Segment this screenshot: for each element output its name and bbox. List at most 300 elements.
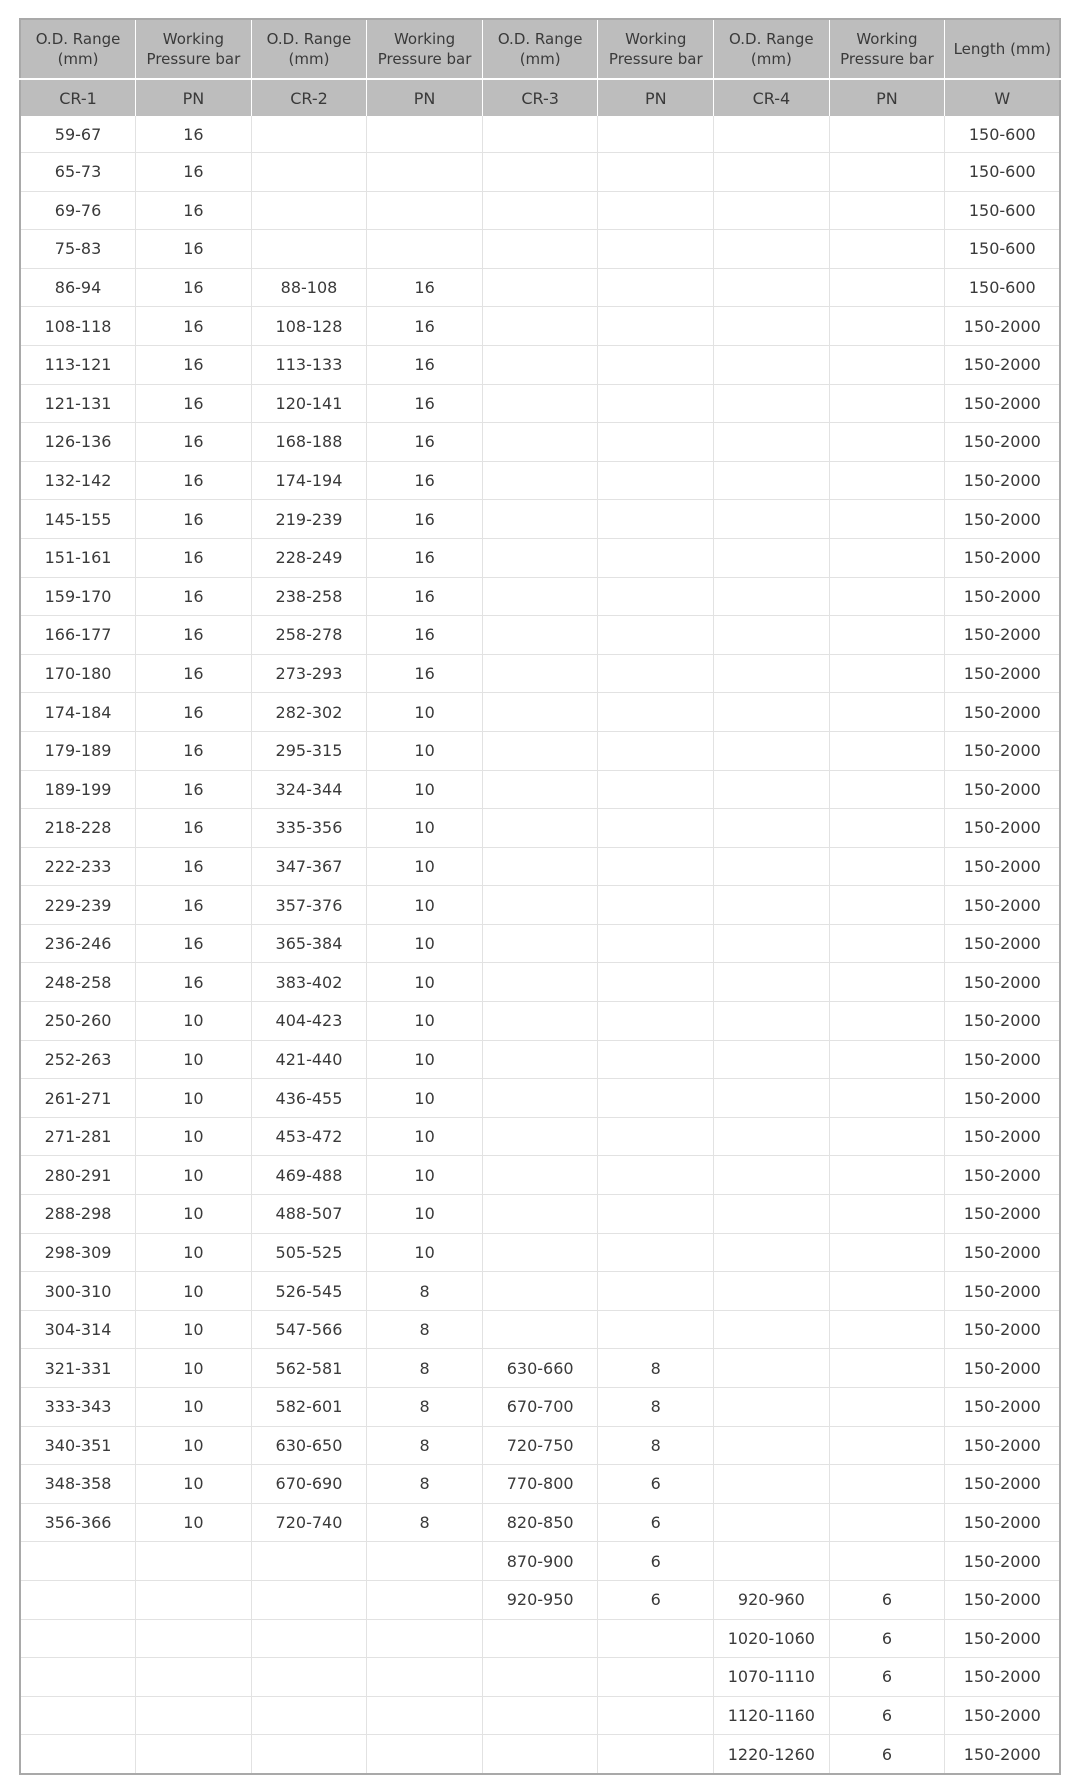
table-cell [829,616,945,655]
table-cell: 150-600 [945,191,1061,230]
table-cell [251,153,367,192]
table-cell [714,1310,830,1349]
table-cell [829,230,945,269]
table-cell [251,1580,367,1619]
table-cell: 453-472 [251,1117,367,1156]
table-row [20,538,1060,577]
table-cell: 8 [598,1388,714,1427]
table-cell: 488-507 [251,1195,367,1234]
table-cell: 383-402 [251,963,367,1002]
table-cell: 10 [136,1503,252,1542]
table-cell [482,1696,598,1735]
table-cell: 10 [367,1079,483,1118]
table-cell [598,1735,714,1774]
table-cell [482,1658,598,1697]
table-cell [714,654,830,693]
table-cell [598,1233,714,1272]
table-cell: 150-2000 [945,886,1061,925]
table-row [20,230,1060,269]
table-cell: 526-545 [251,1272,367,1311]
table-cell [482,116,598,153]
table-cell: 16 [367,461,483,500]
table-cell: 6 [598,1580,714,1619]
table-cell: 174-194 [251,461,367,500]
table-cell [136,1619,252,1658]
table-cell [598,230,714,269]
table-cell [482,886,598,925]
table-cell: 10 [367,1040,483,1079]
table-row [20,1735,1060,1774]
table-cell [367,116,483,153]
table-cell: 10 [136,1233,252,1272]
table-cell [598,1040,714,1079]
table-cell: 295-315 [251,731,367,770]
table-cell [20,1658,136,1697]
table-cell: 404-423 [251,1002,367,1041]
column-header [714,19,830,79]
table-cell: 347-367 [251,847,367,886]
table-cell [829,1079,945,1118]
table-cell: 16 [136,153,252,192]
table-cell: 10 [136,1040,252,1079]
table-cell [136,1542,252,1581]
header-row [20,19,1060,79]
table-row [20,963,1060,1002]
table-cell [829,963,945,1002]
table-cell: 219-239 [251,500,367,539]
table-cell: 10 [136,1426,252,1465]
column-header-line: Working [393,30,456,48]
table-cell: 10 [367,1156,483,1195]
table-cell: 300-310 [20,1272,136,1311]
table-cell: 150-600 [945,268,1061,307]
table-cell: 16 [136,809,252,848]
table-cell [598,963,714,1002]
table-cell [482,153,598,192]
table-cell [482,384,598,423]
table-head [20,19,1060,116]
table-cell: 150-2000 [945,1040,1061,1079]
table-cell: 1220-1260 [714,1735,830,1774]
table-cell: 10 [136,1002,252,1041]
table-cell: 16 [136,770,252,809]
table-cell: 113-133 [251,345,367,384]
table-cell: 10 [136,1195,252,1234]
table-cell: 6 [829,1580,945,1619]
table-row [20,1426,1060,1465]
table-cell: 150-2000 [945,1426,1061,1465]
table-cell: 10 [136,1079,252,1118]
table-cell [251,230,367,269]
table-cell: 150-2000 [945,809,1061,848]
table-cell: 150-2000 [945,731,1061,770]
table-cell: 348-358 [20,1465,136,1504]
table-cell [714,616,830,655]
table-cell: 10 [367,731,483,770]
table-row [20,693,1060,732]
table-cell: 10 [367,693,483,732]
table-cell [829,577,945,616]
column-header-line: Working [162,30,224,48]
table-cell: 340-351 [20,1426,136,1465]
table-cell [598,1658,714,1697]
table-cell: 86-94 [20,268,136,307]
table-cell [829,345,945,384]
column-subheader: CR-1 [20,79,136,116]
table-row [20,423,1060,462]
table-cell: 10 [367,963,483,1002]
table-cell: 16 [367,538,483,577]
table-cell: 150-2000 [945,384,1061,423]
column-header [251,19,367,79]
column-header-line: (mm) [519,50,561,68]
table-cell: 16 [136,230,252,269]
table-cell [598,693,714,732]
table-cell: 179-189 [20,731,136,770]
table-cell: 121-131 [20,384,136,423]
table-cell: 630-660 [482,1349,598,1388]
table-row [20,847,1060,886]
column-header-line: Working [625,30,687,48]
table-cell [829,654,945,693]
table-cell [714,1349,830,1388]
table-cell: 920-950 [482,1580,598,1619]
table-cell: 150-2000 [945,1349,1061,1388]
table-cell [714,1542,830,1581]
table-cell: 75-83 [20,230,136,269]
column-header-line: Pressure bar [146,50,241,68]
table-cell: 10 [136,1272,252,1311]
table-cell: 8 [367,1388,483,1427]
table-row [20,1388,1060,1427]
table-cell [136,1580,252,1619]
table-cell: 16 [367,616,483,655]
table-cell: 150-600 [945,230,1061,269]
table-cell [714,1079,830,1118]
table-cell: 1070-1110 [714,1658,830,1697]
table-cell [829,731,945,770]
column-subheader: CR-2 [251,79,367,116]
table-cell [482,1195,598,1234]
table-cell [598,616,714,655]
table-cell [829,384,945,423]
table-cell [829,191,945,230]
table-cell: 1120-1160 [714,1696,830,1735]
table-row [20,191,1060,230]
table-row [20,1542,1060,1581]
table-cell: 273-293 [251,654,367,693]
table-cell [714,1465,830,1504]
table-cell [482,1079,598,1118]
table-cell: 113-121 [20,345,136,384]
table-cell: 16 [367,654,483,693]
table-cell: 248-258 [20,963,136,1002]
table-cell [714,1156,830,1195]
table-cell: 16 [367,268,483,307]
table-cell [482,577,598,616]
table-cell [482,1735,598,1774]
table-cell: 298-309 [20,1233,136,1272]
table-cell: 6 [829,1735,945,1774]
table-cell [829,886,945,925]
table-cell: 8 [367,1503,483,1542]
table-cell: 582-601 [251,1388,367,1427]
table-cell [482,1272,598,1311]
table-cell: 8 [367,1349,483,1388]
table-row [20,307,1060,346]
table-cell [482,770,598,809]
table-cell: 16 [136,886,252,925]
table-cell: 250-260 [20,1002,136,1041]
table-cell [367,1542,483,1581]
table-cell [482,538,598,577]
table-cell [136,1735,252,1774]
table-cell [714,1002,830,1041]
table-row [20,116,1060,153]
table-cell: 16 [367,384,483,423]
column-header [136,19,252,79]
table-cell: 150-2000 [945,1233,1061,1272]
table-cell: 174-184 [20,693,136,732]
table-cell: 16 [136,345,252,384]
table-cell: 10 [367,886,483,925]
table-cell: 252-263 [20,1040,136,1079]
table-cell [598,1310,714,1349]
table-cell [598,924,714,963]
table-cell: 6 [829,1696,945,1735]
table-cell [714,230,830,269]
table-cell [598,268,714,307]
table-cell: 150-2000 [945,1465,1061,1504]
table-cell [829,268,945,307]
table-cell [367,230,483,269]
table-cell [598,1272,714,1311]
table-cell [829,1503,945,1542]
column-subheader: PN [598,79,714,116]
table-row [20,1580,1060,1619]
table-cell [598,1002,714,1041]
table-cell [714,770,830,809]
table-cell: 10 [367,847,483,886]
table-cell: 333-343 [20,1388,136,1427]
table-cell: 10 [367,924,483,963]
table-cell: 166-177 [20,616,136,655]
table-cell [482,809,598,848]
table-cell [482,1002,598,1041]
table-cell [714,153,830,192]
column-subheader: CR-3 [482,79,598,116]
table-cell: 670-700 [482,1388,598,1427]
table-cell [482,423,598,462]
table-cell: 720-750 [482,1426,598,1465]
table-cell [482,693,598,732]
table-cell: 16 [136,577,252,616]
table-cell: 16 [136,847,252,886]
table-cell: 16 [367,423,483,462]
table-cell: 8 [367,1426,483,1465]
table-cell: 6 [598,1542,714,1581]
table-cell [482,924,598,963]
table-cell [598,886,714,925]
table-cell [251,1619,367,1658]
table-cell [714,809,830,848]
table-cell [367,1696,483,1735]
table-cell: 421-440 [251,1040,367,1079]
table-cell [367,191,483,230]
table-cell: 150-2000 [945,345,1061,384]
column-header [829,19,945,79]
table-cell: 108-128 [251,307,367,346]
table-cell: 108-118 [20,307,136,346]
table-cell [251,1542,367,1581]
table-row [20,616,1060,655]
table-cell: 218-228 [20,809,136,848]
table-cell: 10 [367,1233,483,1272]
table-cell: 150-2000 [945,1542,1061,1581]
table-cell [829,1388,945,1427]
table-cell [482,230,598,269]
table-cell [714,423,830,462]
table-cell [714,1426,830,1465]
table-cell: 6 [829,1658,945,1697]
table-cell [714,1272,830,1311]
table-cell [598,1696,714,1735]
table-cell [714,731,830,770]
table-cell: 150-2000 [945,1658,1061,1697]
table-cell [829,307,945,346]
table-row [20,654,1060,693]
table-cell [598,1619,714,1658]
table-cell: 59-67 [20,116,136,153]
table-cell: 150-2000 [945,847,1061,886]
table-cell: 280-291 [20,1156,136,1195]
column-header-line: (mm) [750,50,792,68]
table-cell: 88-108 [251,268,367,307]
table-cell [482,1156,598,1195]
table-cell: 150-600 [945,153,1061,192]
table-cell: 820-850 [482,1503,598,1542]
table-cell [829,1117,945,1156]
table-cell [714,268,830,307]
table-cell: 630-650 [251,1426,367,1465]
table-row [20,1040,1060,1079]
table-row [20,1658,1060,1697]
table-cell: 16 [136,191,252,230]
table-cell [598,770,714,809]
table-cell: 126-136 [20,423,136,462]
table-cell: 10 [136,1156,252,1195]
table-cell: 150-2000 [945,1002,1061,1041]
table-row [20,1233,1060,1272]
table-cell: 238-258 [251,577,367,616]
table-cell: 16 [136,654,252,693]
table-cell: 10 [136,1349,252,1388]
column-subheader: W [945,79,1061,116]
table-cell [598,1195,714,1234]
table-cell [482,1117,598,1156]
column-header-line: O.D. Range [497,30,583,48]
spec-table [19,18,1061,1775]
table-cell [598,153,714,192]
table-cell [714,345,830,384]
subheader-row [20,79,1060,116]
column-header-line: (mm) [57,50,99,68]
table-cell: 258-278 [251,616,367,655]
table-cell [20,1735,136,1774]
table-row [20,1349,1060,1388]
table-row [20,1195,1060,1234]
table-row [20,1310,1060,1349]
table-cell [714,577,830,616]
table-cell: 436-455 [251,1079,367,1118]
table-cell [714,1503,830,1542]
column-header-line: O.D. Range [729,30,814,48]
table-cell: 16 [136,116,252,153]
table-cell [598,577,714,616]
table-row [20,1272,1060,1311]
table-cell [714,1117,830,1156]
table-cell: 150-2000 [945,1310,1061,1349]
table-cell [598,1156,714,1195]
table-cell [482,847,598,886]
table-cell: 150-2000 [963,1744,1041,1764]
column-header-line: Working [856,30,918,48]
table-cell: 1020-1060 [714,1619,830,1658]
table-cell [482,1310,598,1349]
table-cell [829,461,945,500]
table-cell: 236-246 [20,924,136,963]
table-cell [482,307,598,346]
table-cell: 150-600 [945,116,1061,153]
column-header [20,19,136,79]
table-cell: 335-356 [251,809,367,848]
table-cell [598,345,714,384]
table-cell: 10 [136,1465,252,1504]
table-cell: 150-2000 [945,538,1061,577]
table-cell: 145-155 [20,500,136,539]
table-cell [20,1542,136,1581]
table-cell: 159-170 [20,577,136,616]
table-cell [482,268,598,307]
table-cell: 150-2000 [945,1117,1061,1156]
table-row [20,809,1060,848]
table-cell: 150-2000 [945,1388,1061,1427]
table-cell: 324-344 [251,770,367,809]
table-body [20,116,1060,1774]
table-cell [482,616,598,655]
column-header-line: Pressure bar [840,50,934,68]
table-row [20,1696,1060,1735]
table-cell [714,384,830,423]
table-cell: 770-800 [482,1465,598,1504]
column-subheader: PN [367,79,483,116]
table-cell [829,538,945,577]
table-cell [598,307,714,346]
table-cell [367,1658,483,1697]
table-cell [714,307,830,346]
table-cell [829,1349,945,1388]
table-row [20,268,1060,307]
table-cell: 469-488 [251,1156,367,1195]
table-cell: 670-690 [251,1465,367,1504]
table-cell [598,116,714,153]
table-cell [367,153,483,192]
table-cell: 189-199 [20,770,136,809]
table-row [20,731,1060,770]
table-cell: 16 [136,924,252,963]
table-cell: 16 [367,577,483,616]
table-cell: 150-2000 [945,1195,1061,1234]
